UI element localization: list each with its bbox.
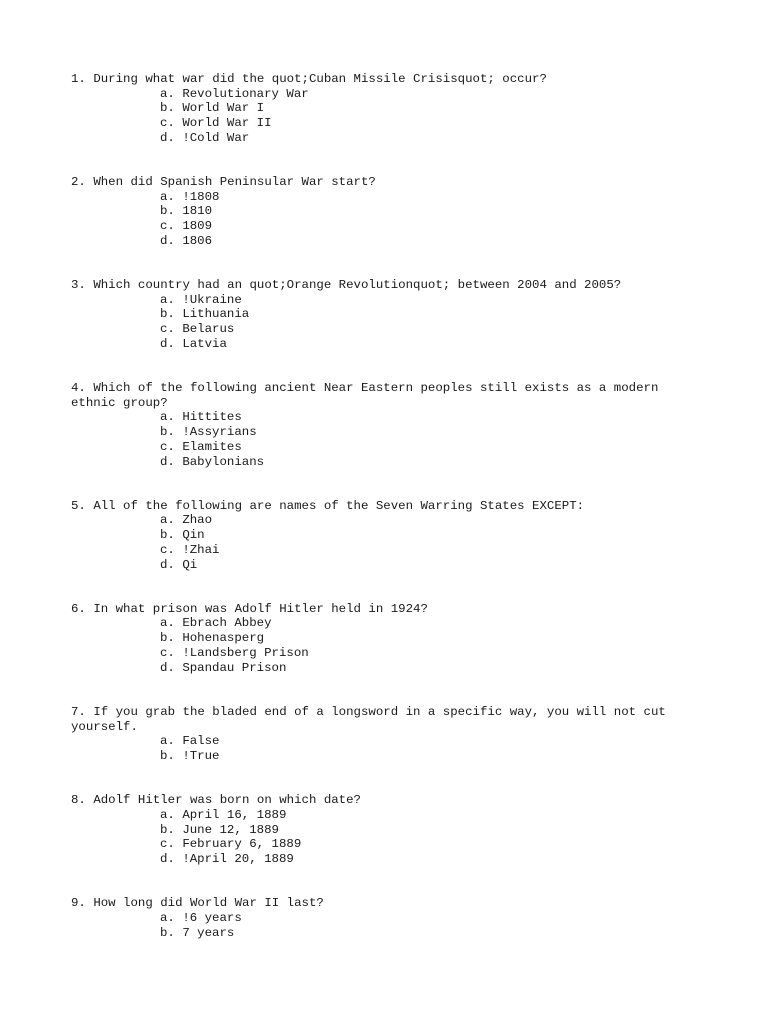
answer-option (160, 410, 691, 425)
option-text: Babylonians (182, 454, 265, 469)
answer-options (71, 808, 691, 867)
option-letter: b. (160, 425, 175, 440)
option-letter: b. (160, 101, 175, 116)
question-prompt: During what war did the quot;Cuban Missile Crisisquot; occur? (93, 72, 547, 86)
option-letter: b. (160, 925, 175, 940)
option-text: Revolutionary War (182, 86, 309, 101)
answer-option (160, 734, 691, 749)
question-text (71, 602, 691, 617)
option-text: April 16, 1889 (182, 807, 287, 822)
option-letter: b. (160, 631, 175, 646)
option-letter: d. (160, 233, 175, 248)
option-letter: d. (160, 130, 175, 145)
answer-option (160, 116, 691, 131)
option-letter: c. (160, 542, 175, 557)
answer-option (160, 293, 691, 308)
quiz-document (71, 72, 691, 970)
option-text: !Assyrians (182, 425, 257, 440)
answer-option (160, 926, 691, 941)
question-1 (71, 72, 691, 146)
option-letter: b. (160, 528, 175, 543)
option-letter: b. (160, 307, 175, 322)
answer-option (160, 234, 691, 249)
option-text: 1809 (182, 219, 213, 234)
question-3 (71, 278, 691, 352)
option-letter: b. (160, 204, 175, 219)
answer-options (71, 410, 691, 469)
option-letter: b. (160, 748, 175, 763)
question-text (71, 896, 691, 911)
question-prompt: In what prison was Adolf Hitler held in 1924? (93, 601, 428, 616)
answer-option (160, 131, 691, 146)
option-letter: d. (160, 851, 175, 866)
question-prompt: How long did World War II last? (93, 896, 324, 911)
answer-option (160, 528, 691, 543)
option-text: Spandau Prison (182, 660, 287, 675)
answer-option (160, 631, 691, 646)
question-prompt: Which country had an quot;Orange Revolutionquot; between 2004 and 2005? (93, 278, 622, 293)
question-text (71, 381, 691, 410)
option-text: !Landsberg Prison (182, 645, 309, 660)
option-letter: a. (160, 86, 175, 101)
question-number: 9. (71, 896, 86, 911)
option-letter: a. (160, 292, 175, 307)
question-2 (71, 175, 691, 249)
option-text: Qi (182, 557, 198, 572)
option-text: World War II (182, 116, 272, 131)
question-9 (71, 896, 691, 940)
option-text: Latvia (182, 336, 227, 351)
option-letter: a. (160, 910, 175, 925)
answer-options (71, 734, 691, 763)
question-prompt: When did Spanish Peninsular War start? (93, 175, 376, 190)
question-number: 5. (71, 498, 86, 513)
option-letter: a. (160, 513, 175, 528)
question-text (71, 72, 691, 87)
answer-option (160, 661, 691, 676)
answer-option (160, 513, 691, 528)
answer-option (160, 190, 691, 205)
option-text: 1810 (182, 204, 213, 219)
question-prompt: If you grab the bladed end of a longsword in a specific way, you will not cut yourself. (71, 704, 674, 734)
answer-option (160, 337, 691, 352)
answer-option (160, 808, 691, 823)
answer-option (160, 558, 691, 573)
option-text: Lithuania (182, 307, 250, 322)
option-letter: d. (160, 454, 175, 469)
question-6 (71, 602, 691, 676)
question-text (71, 175, 691, 190)
answer-options (71, 87, 691, 146)
answer-option (160, 322, 691, 337)
question-8 (71, 793, 691, 867)
answer-options (71, 616, 691, 675)
question-4 (71, 381, 691, 469)
option-text: Hittites (182, 410, 242, 425)
question-number: 6. (71, 601, 86, 616)
question-number: 8. (71, 793, 86, 808)
option-text: Belarus (182, 322, 235, 337)
question-text (71, 499, 691, 514)
option-text: February 6, 1889 (182, 837, 302, 852)
option-text: June 12, 1889 (182, 822, 279, 837)
question-prompt: Adolf Hitler was born on which date? (93, 793, 361, 808)
option-text: !Cold War (182, 130, 250, 145)
answer-option (160, 852, 691, 867)
question-text (71, 793, 691, 808)
option-letter: d. (160, 660, 175, 675)
option-text: !Ukraine (182, 292, 242, 307)
option-letter: d. (160, 336, 175, 351)
question-5 (71, 499, 691, 573)
question-7 (71, 705, 691, 764)
option-letter: d. (160, 557, 175, 572)
option-letter: a. (160, 410, 175, 425)
answer-options (71, 911, 691, 940)
option-text: Qin (182, 528, 205, 543)
question-number: 1. (71, 72, 86, 86)
option-text: Ebrach Abbey (182, 616, 272, 631)
question-prompt: All of the following are names of the Seven Warring States EXCEPT: (93, 498, 585, 513)
question-text (71, 278, 691, 293)
option-text: False (182, 734, 220, 749)
option-letter: c. (160, 116, 175, 131)
option-text: !April 20, 1889 (182, 851, 294, 866)
answer-option (160, 101, 691, 116)
option-letter: a. (160, 807, 175, 822)
answer-option (160, 837, 691, 852)
option-text: Hohenasperg (182, 631, 265, 646)
option-text: !6 years (182, 910, 242, 925)
option-text: 7 years (182, 925, 235, 940)
option-text: !True (182, 748, 220, 763)
answer-option (160, 204, 691, 219)
option-text: World War I (182, 101, 265, 116)
answer-option (160, 455, 691, 470)
option-letter: c. (160, 837, 175, 852)
answer-options (71, 190, 691, 249)
answer-option (160, 911, 691, 926)
question-number: 2. (71, 175, 86, 190)
option-text: Zhao (182, 513, 213, 528)
option-letter: b. (160, 822, 175, 837)
option-letter: a. (160, 616, 175, 631)
answer-option (160, 749, 691, 764)
answer-option (160, 616, 691, 631)
answer-option (160, 543, 691, 558)
answer-option (160, 87, 691, 102)
question-number: 3. (71, 278, 86, 293)
question-prompt: Which of the following ancient Near Eastern peoples still exists as a modern ethnic group? (71, 381, 666, 410)
option-letter: c. (160, 439, 175, 454)
option-text: !1808 (182, 189, 220, 204)
option-letter: a. (160, 734, 175, 749)
answer-options (71, 293, 691, 352)
answer-option (160, 440, 691, 455)
question-text (71, 705, 691, 734)
answer-option (160, 219, 691, 234)
option-letter: c. (160, 219, 175, 234)
option-text: Elamites (182, 439, 242, 454)
option-text: 1806 (182, 233, 213, 248)
answer-option (160, 307, 691, 322)
answer-option (160, 646, 691, 661)
option-text: !Zhai (182, 542, 220, 557)
answer-options (71, 513, 691, 572)
question-number: 7. (71, 704, 86, 719)
option-letter: c. (160, 645, 175, 660)
question-number: 4. (71, 381, 86, 396)
option-letter: c. (160, 322, 175, 337)
answer-option (160, 425, 691, 440)
option-letter: a. (160, 189, 175, 204)
answer-option (160, 823, 691, 838)
